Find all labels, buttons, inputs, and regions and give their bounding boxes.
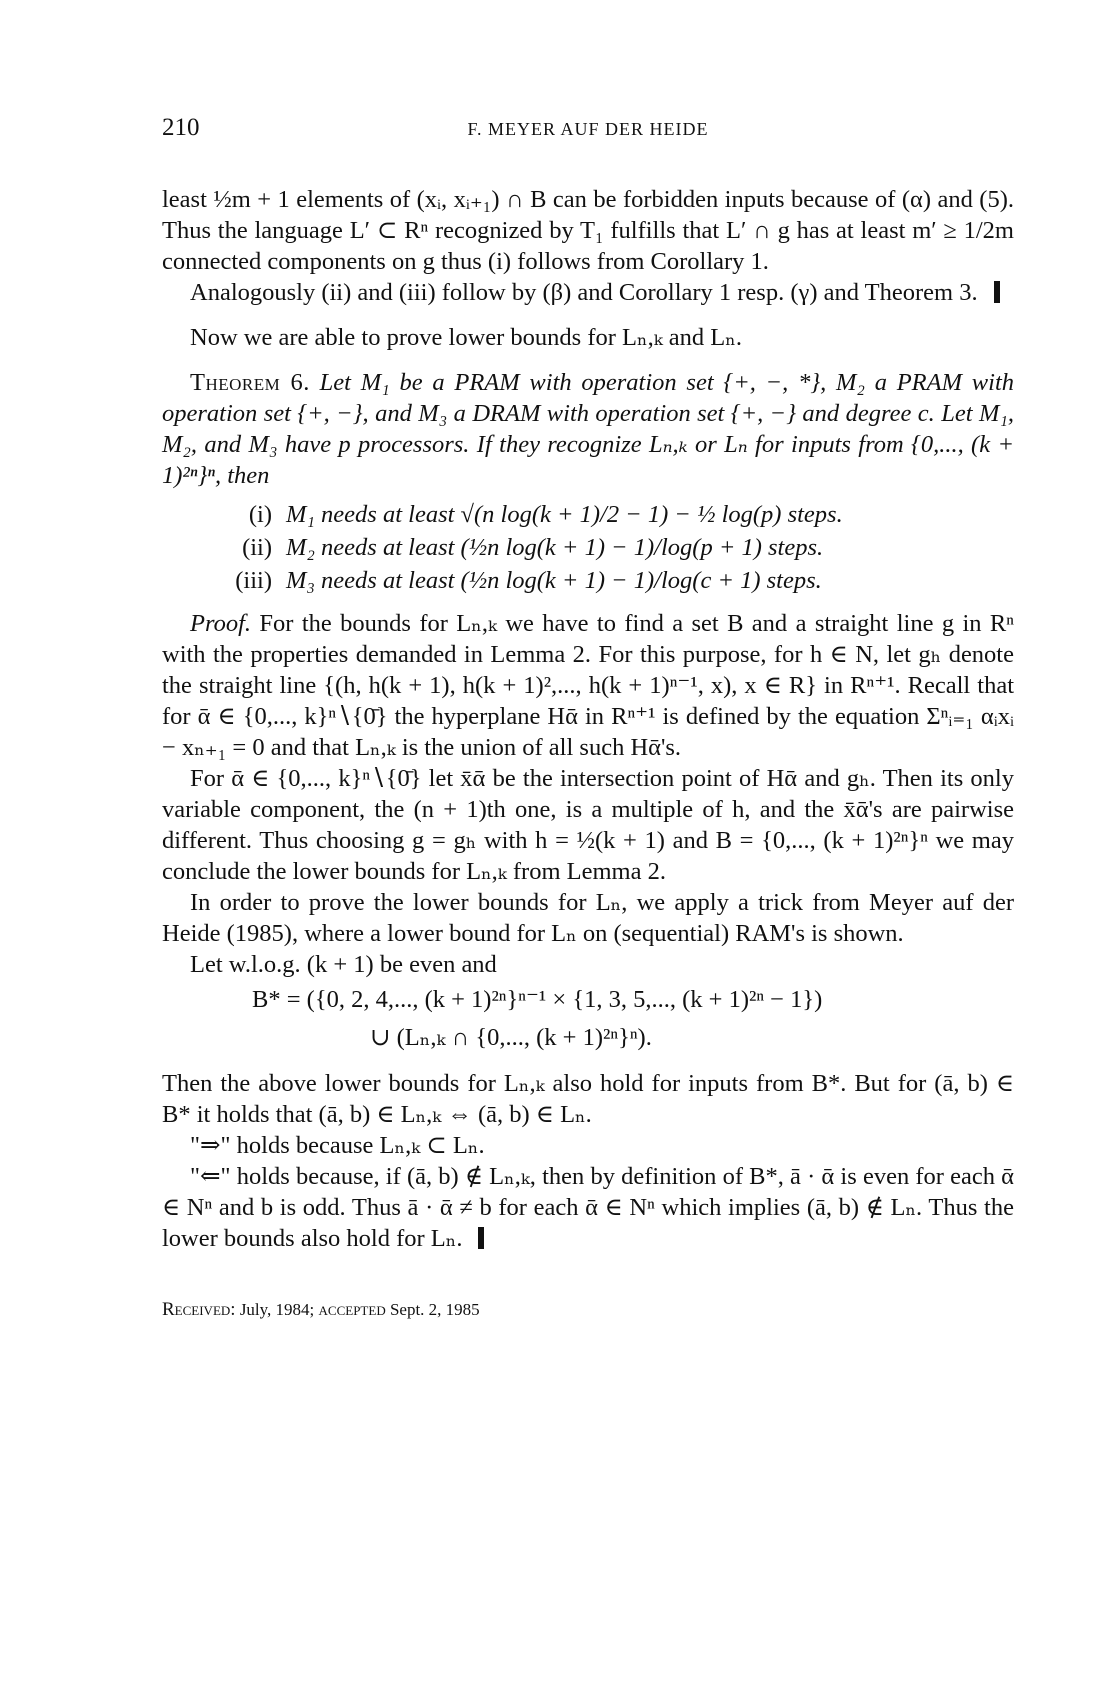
display-line-2: ∪ (Lₙ,ₖ ∩ {0,..., (k + 1)²ⁿ}ⁿ).: [370, 1024, 652, 1051]
proof-paragraph-4: Let w.l.o.g. (k + 1) be even and: [190, 951, 497, 978]
paragraph-now: Now we are able to prove lower bounds for Lₙ,ₖ and Lₙ.: [190, 324, 742, 351]
theorem-label: Theorem 6.: [190, 369, 310, 396]
page-header: [162, 112, 1014, 146]
display-equation: [162, 984, 1014, 1060]
paragraph-analogously: Analogously (ii) and (iii) follow by (β) and Corollary 1 resp. (γ) and Theorem 3.: [162, 277, 1014, 308]
received-label: Received:: [162, 1299, 236, 1320]
item-text: M₂ needs at least (½n log(k + 1) − 1)/log(p + 1) steps.: [286, 534, 824, 561]
item-label: (ii): [242, 534, 272, 561]
theorem-6: [162, 367, 1014, 491]
proof-paragraph-6: "⇒" holds because Lₙ,ₖ ⊂ Lₙ.: [190, 1132, 485, 1159]
proof-paragraph-7: "⇐" holds because, if (ā, b) ∉ Lₙ,ₖ, then by definition of B*, ā · ᾱ is even for each ᾱ ∈ Nⁿ and b is odd. Thus ā · ᾱ ≠ b for each ᾱ ∈ Nⁿ which implies (ā, b) ∉ Lₙ. Thus the lower bounds also hold for Lₙ.: [162, 1163, 1014, 1252]
received-date: July, 1984;: [239, 1300, 315, 1319]
proof-paragraph-1: Proof. For the bounds for Lₙ,ₖ we have to find a set B and a straight line g in Rⁿ with the properties demanded in Lemma 2. For this purpose, for h ∈ N, let gₕ denote the straight line {(h, h(k + 1), h(k + 1)²,..., h(k + 1)ⁿ⁻¹, x), x ∈ R} in Rⁿ⁺¹. Recall that for ᾱ ∈ {0,..., k}ⁿ∖{0̄} the hyperplane Hᾱ in Rⁿ⁺¹ is defined by the equation Σⁿᵢ₌₁ αᵢxᵢ − xₙ₊₁ = 0 and that Lₙ,ₖ is the union of all such Hᾱ's.: [162, 610, 1014, 761]
accepted-date: Sept. 2, 1985: [389, 1300, 480, 1319]
qed-mark: [994, 281, 1000, 303]
item-label: (iii): [235, 567, 272, 594]
item-text: M₃ needs at least (½n log(k + 1) − 1)/log(c + 1) steps.: [286, 567, 822, 594]
running-head: F. MEYER AUF DER HEIDE: [467, 119, 709, 139]
theorem-item: [162, 532, 1014, 565]
display-line-1: B* = ({0, 2, 4,..., (k + 1)²ⁿ}ⁿ⁻¹ × {1, 3, 5,..., (k + 1)²ⁿ − 1}): [252, 986, 823, 1013]
paragraph-continuation: least ½m + 1 elements of (xᵢ, xᵢ₊₁) ∩ B can be forbidden inputs because of (α) and (5). Thus the language L′ ⊂ Rⁿ recognized by T₁ fulfills that L′ ∩ g has at least m′ ≥ 1/2m connected components on g thus (i) follows from Corollary 1.: [162, 186, 1014, 275]
proof-paragraph-2: For ᾱ ∈ {0,..., k}ⁿ∖{0̄} let x̄ᾱ be the intersection point of Hᾱ and gₕ. Then its only variable component, the (n + 1)th one, is a multiple of h, and the x̄ᾱ's are pairwise different. Thus choosing g = gₕ with h = ½(k + 1) and B = {0,..., (k + 1)²ⁿ}ⁿ we may conclude the lower bounds for Lₙ,ₖ from Lemma 2.: [162, 765, 1014, 885]
page: [162, 112, 1014, 1325]
theorem-statement: Let M₁ be a PRAM with operation set {+, −, *}, M₂ a PRAM with operation set {+, −}, and M₃ a DRAM with operation set {+, −} and degree c. Let M₁, M₂, and M₃ have p processors. If they recognize Lₙ,ₖ or Lₙ for inputs from {0,..., (k + 1)²ⁿ}ⁿ, then: [162, 369, 1014, 489]
item-text: M₁ needs at least √(n log(k + 1)/2 − 1) − ½ log(p) steps.: [286, 501, 843, 528]
theorem-item: [162, 499, 1014, 532]
proof-paragraph-3: In order to prove the lower bounds for Lₙ, we apply a trick from Meyer auf der Heide (1985), where a lower bound for Lₙ on (sequential) RAM's is shown.: [162, 889, 1014, 947]
proof-paragraph-5: Then the above lower bounds for Lₙ,ₖ also hold for inputs from B*. But for (ā, b) ∈ B* it holds that (ā, b) ∈ Lₙ,ₖ ⇔ (ā, b) ∈ Lₙ.: [162, 1070, 1014, 1128]
item-label: (i): [248, 501, 272, 528]
proof-label: Proof.: [190, 610, 252, 637]
received-line: [162, 1294, 1014, 1325]
theorem-items: [162, 499, 1014, 598]
theorem-item: [162, 565, 1014, 598]
qed-mark: [478, 1227, 484, 1249]
accepted-label: accepted: [318, 1299, 386, 1320]
page-number: 210: [162, 114, 200, 141]
